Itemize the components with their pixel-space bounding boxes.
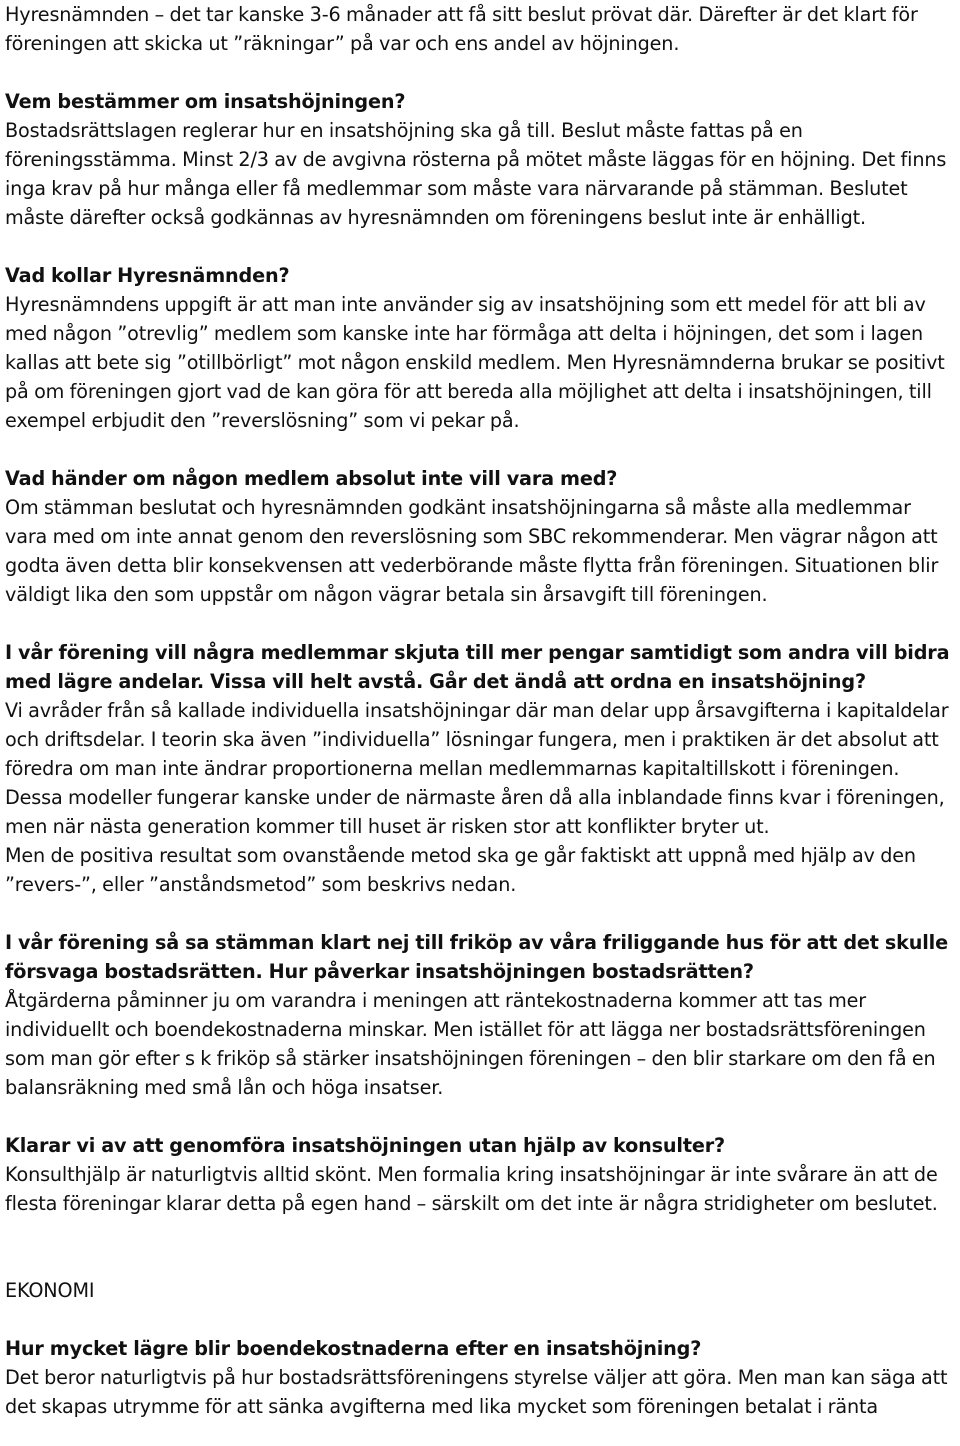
paragraph-individual-increases: Vi avråder från så kallade individuella insatshöjningar där man delar upp årsavgifterna i kapitaldelar och driftsdelar. I teorin ska även ”individuella” lösningar fungera, men i praktiken är det absolut att föredra om man inte ändrar proportionerna mellan medlemmarnas kapitaltillskott i föreningen. Dessa modeller fungerar kanske under de närmaste åren då alla inblandade finns kvar i föreningen, men när nästa generation kommer till huset är risken stor att konflikter bryter ut. [5,699,949,838]
intro-paragraph: Hyresnämnden – det tar kanske 3-6 månader att få sitt beslut prövat där. Därefter är det klart för föreningen att skicka ut ”räkningar” på var och ens andel av höjningen. [5,3,918,55]
document-page [5,0,955,1421]
heading-buyout-rejected: I vår förening så sa stämman klart nej till friköp av våra friliggande hus för att det skulle försvaga bostadsrätten. Hur påverkar insatshöjningen bostadsrätten? [5,931,948,983]
heading-member-refuses: Vad händer om någon medlem absolut inte vill vara med? [5,467,618,490]
paragraph-tenancy-tribunal-checks: Hyresnämndens uppgift är att man inte använder sig av insatshöjning som ett medel för att bli av med någon ”otrevlig” medlem som kanske inte har förmåga att delta i höjningen, det som i lagen kallas att bete sig ”otillbörligt” mot någon enskild medlem. Men Hyresnämnderna brukar se positivt på om föreningen gjort vad de kan göra för att bereda alla möjlighet att delta i insatshöjningen, till exempel erbjudit den ”reverslösning” som vi pekar på. [5,293,945,432]
paragraph-member-refuses: Om stämman beslutat och hyresnämnden godkänt insatshöjningarna så måste alla medlemmar vara med om inte annat genom den reverslösning som SBC rekommenderar. Men vägrar någon att godta även detta blir konsekvensen att vederbörande måste flytta från föreningen. Situationen blir väldigt lika den som uppstår om någon vägrar betala sin årsavgift till föreningen. [5,496,939,606]
section-label-ekonomi: EKONOMI [5,1279,95,1302]
heading-who-decides: Vem bestämmer om insatshöjningen? [5,90,406,113]
heading-lower-costs: Hur mycket lägre blir boendekostnaderna efter en insatshöjning? [5,1337,702,1360]
paragraph-without-consultants: Konsulthjälp är naturligtvis alltid skönt. Men formalia kring insatshöjningar är inte svårare än att de flesta föreningar klarar detta på egen hand – särskilt om det inte är några stridigheter om beslutet. [5,1163,938,1215]
paragraph-revers-method: Men de positiva resultat som ovanstående metod ska ge går faktiskt att uppnå med hjälp av den ”revers-”, eller ”anståndsmetod” som beskrivs nedan. [5,844,916,896]
paragraph-lower-costs: Det beror naturligtvis på hur bostadsrättsföreningens styrelse väljer att göra. Men man kan säga att det skapas utrymme för att sänka avgifterna med lika mycket som föreningen betalat i ränta [5,1366,948,1418]
heading-different-contributions: I vår förening vill några medlemmar skjuta till mer pengar samtidigt som andra vill bidra med lägre andelar. Vissa vill helt avstå. Går det ändå att ordna en insatshöjning? [5,641,950,693]
paragraph-buyout-rejected: Åtgärderna påminner ju om varandra i meningen att räntekostnaderna kommer att tas mer individuellt och boendekostnaderna minskar. Men istället för att lägga ner bostadsrättsföreningen som man gör efter s k friköp så stärker insatshöjningen föreningen – den blir starkare om den få en balansräkning med små lån och höga insatser. [5,989,936,1099]
heading-without-consultants: Klarar vi av att genomföra insatshöjningen utan hjälp av konsulter? [5,1134,726,1157]
paragraph-who-decides: Bostadsrättslagen reglerar hur en insatshöjning ska gå till. Beslut måste fattas på en föreningsstämma. Minst 2/3 av de avgivna rösterna på mötet måste läggas för en höjning. Det finns inga krav på hur många eller få medlemmar som måste vara närvarande på stämman. Beslutet måste därefter också godkännas av hyresnämnden om föreningens beslut inte är enhälligt. [5,119,947,229]
heading-tenancy-tribunal-checks: Vad kollar Hyresnämnden? [5,264,290,287]
